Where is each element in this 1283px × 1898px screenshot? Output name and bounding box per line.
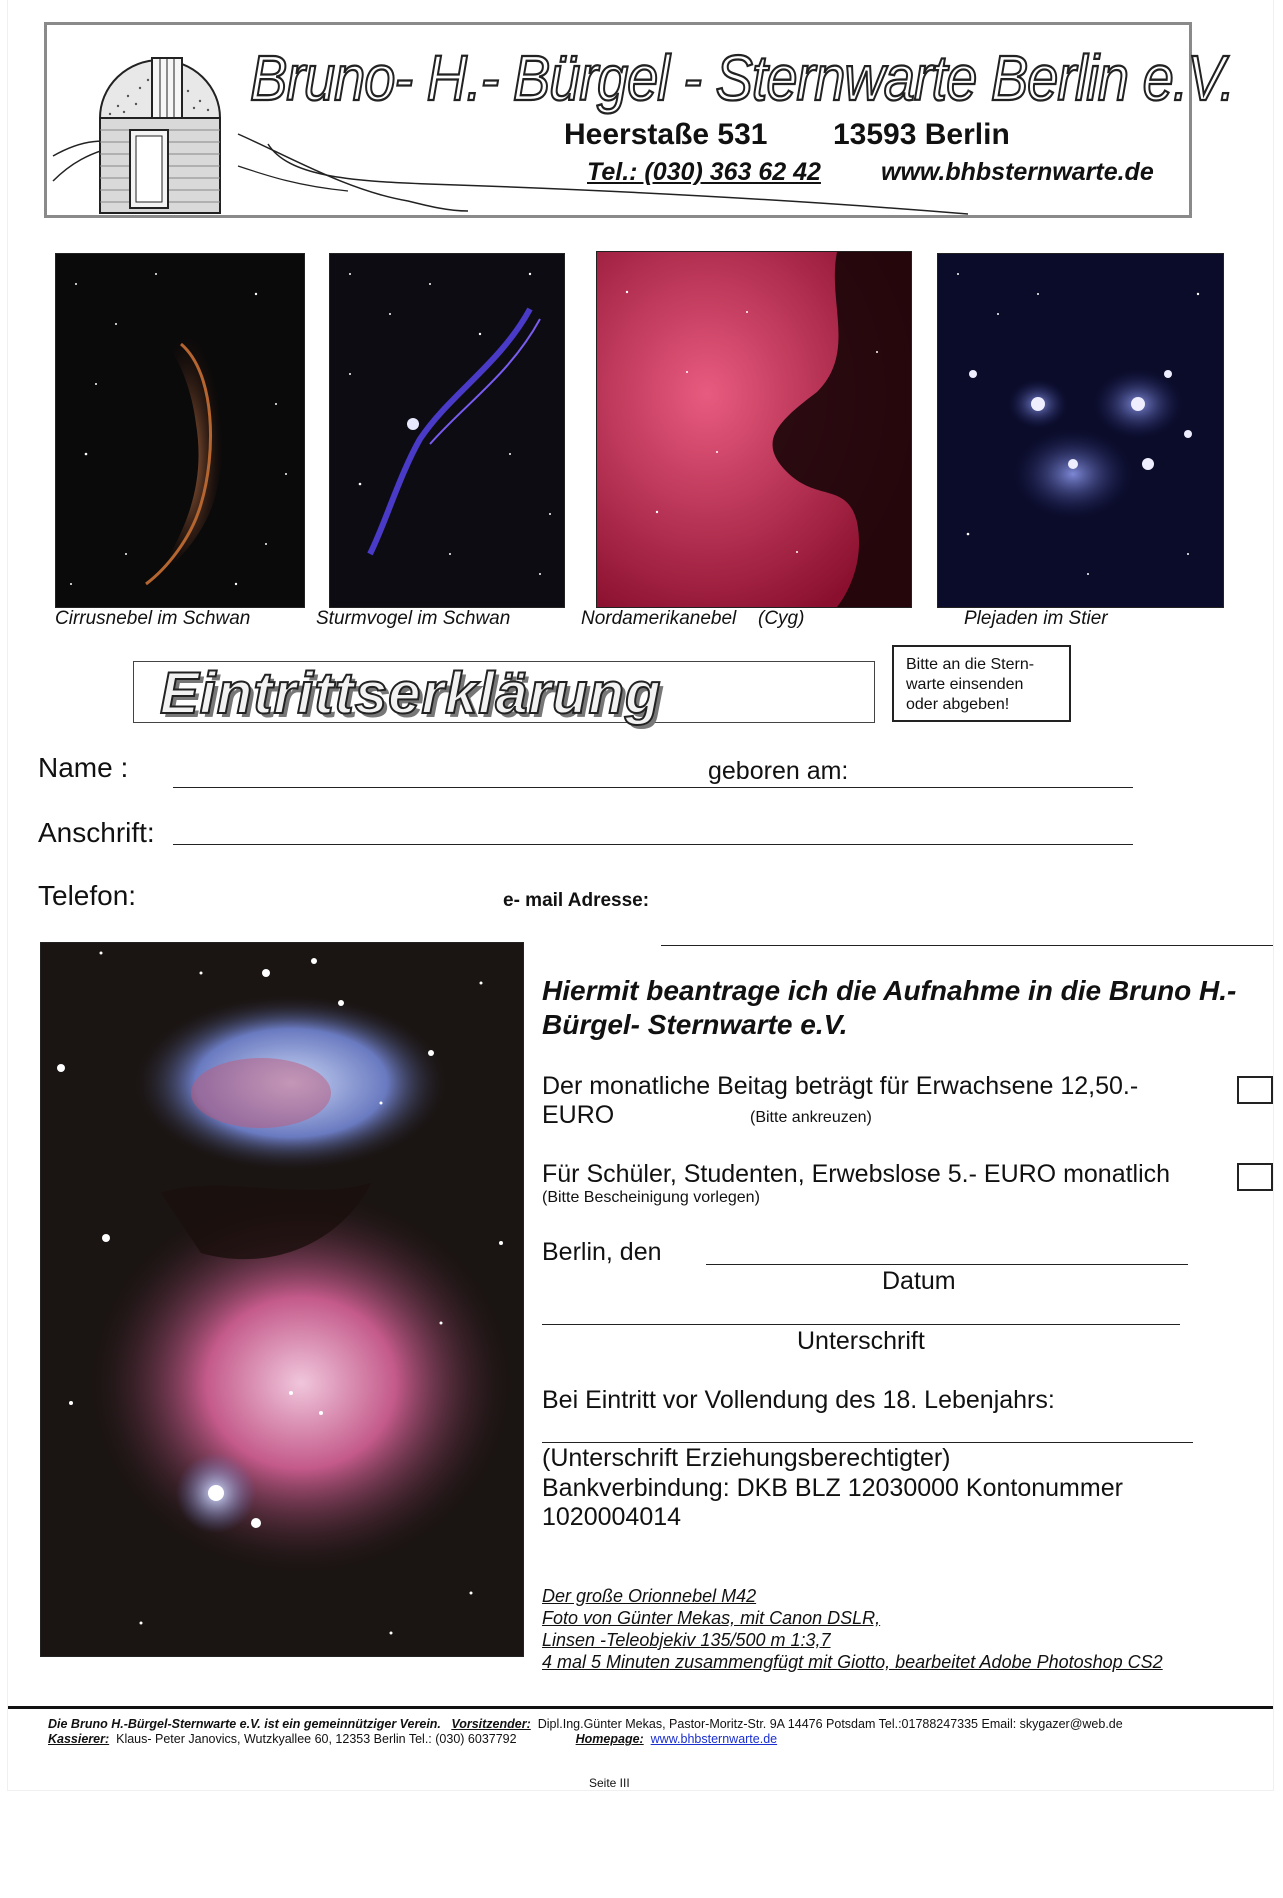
photo-credit-line-3: Linsen -Teleobjekiv 135/500 m 1:3,7 <box>542 1630 831 1650</box>
footer-homepage-label: Homepage: <box>575 1732 644 1746</box>
tick-hint: (Bitte ankreuzen) <box>750 1109 872 1126</box>
street-address: Heerstaße 531 <box>564 118 768 151</box>
guardian-label: (Unterschrift Erziehungsberechtigter) <box>542 1444 951 1472</box>
bank-line-2: 1020004014 <box>542 1503 682 1531</box>
photo-orion-nebula <box>40 942 524 1657</box>
place-label: Berlin, den <box>542 1238 662 1266</box>
application-heading-line-1: Hiermit beantrage ich die Aufnahme in die Bruno H.- <box>542 975 1237 1006</box>
signature-label: Unterschrift <box>797 1327 925 1355</box>
phone-number: Tel.: (030) 363 62 42 <box>587 158 821 186</box>
caption-north-america-extra: (Cyg) <box>758 608 805 629</box>
footer-treasurer-label: Kassierer: <box>48 1732 110 1746</box>
phone-label: Telefon: <box>38 880 137 911</box>
caption-veil: Sturmvogel im Schwan <box>316 608 511 629</box>
name-label: Name : <box>38 752 129 783</box>
caption-pleiades: Plejaden im Stier <box>964 608 1108 629</box>
born-label: geboren am: <box>708 757 849 785</box>
reduced-fee-checkbox[interactable] <box>1237 1163 1273 1191</box>
footer-chair-label: Vorsitzender: <box>451 1717 531 1731</box>
photo-credit-line-4: 4 mal 5 Minuten zusammengfügt mit Giotto, bearbeitet Adobe Photoshop CS2 <box>542 1652 1163 1672</box>
footer-association-note: Die Bruno H.-Bürgel-Sternwarte e.V. ist ein gemeinnütziger Verein. <box>48 1717 441 1731</box>
adult-fee-checkbox[interactable] <box>1237 1076 1273 1104</box>
caption-north-america: Nordamerikanebel <box>581 608 737 629</box>
guardian-signature-field[interactable] <box>542 1442 1193 1443</box>
address-field[interactable] <box>173 844 1133 845</box>
footer-homepage-link[interactable]: www.bhbsternwarte.de <box>650 1732 778 1746</box>
footer-divider <box>8 1706 1273 1709</box>
form-title: Eintrittserklärung <box>160 661 662 726</box>
photo-veil-nebula <box>329 253 565 608</box>
footer-line-2 <box>48 1732 777 1746</box>
email-label: e- mail Adresse: <box>503 890 650 911</box>
adult-fee-line-1: Der monatliche Beitag beträgt für Erwachsene 12,50.- <box>542 1072 1139 1100</box>
footer-line-1 <box>48 1717 1123 1731</box>
date-label: Datum <box>882 1267 956 1295</box>
email-field[interactable] <box>661 945 1273 946</box>
application-heading-line-2: Bürgel- Sternwarte e.V. <box>542 1009 848 1040</box>
name-field[interactable] <box>173 787 1133 788</box>
note-line-2: warte einsenden <box>906 676 1024 693</box>
photo-credit-line-2: Foto von Günter Mekas, mit Canon DSLR, <box>542 1608 881 1628</box>
address-label: Anschrift: <box>38 817 155 848</box>
photo-cirrus-nebula <box>55 253 305 608</box>
bank-line-1: Bankverbindung: DKB BLZ 12030000 Kontonummer <box>542 1474 1123 1502</box>
minor-label: Bei Eintritt vor Vollendung des 18. Lebenjahrs: <box>542 1386 1055 1414</box>
page-number: Seite III <box>589 1776 630 1790</box>
website: www.bhbsternwarte.de <box>881 158 1154 186</box>
reduced-fee-text: Für Schüler, Studenten, Erwebslose 5.- EURO monatlich <box>542 1160 1171 1188</box>
date-field[interactable] <box>706 1264 1188 1265</box>
city-address: 13593 Berlin <box>833 118 1010 151</box>
signature-field[interactable] <box>542 1324 1180 1325</box>
photo-north-america-nebula <box>596 251 912 608</box>
reduced-fee-hint: (Bitte Bescheinigung vorlegen) <box>542 1189 760 1206</box>
caption-cirrus: Cirrusnebel im Schwan <box>55 608 251 629</box>
observatory-title: Bruno- H.- Bürgel - Sternwarte Berlin e.V. <box>250 41 1235 114</box>
photo-pleiades <box>937 253 1224 608</box>
footer-chair-details: Dipl.Ing.Günter Mekas, Pastor-Moritz-Str. 9A 14476 Potsdam Tel.:01788247335 Email: skygazer@web.de <box>537 1717 1123 1731</box>
note-line-1: Bitte an die Stern- <box>906 656 1035 673</box>
footer-treasurer-details: Klaus- Peter Janovics, Wutzkyallee 60, 12353 Berlin Tel.: (030) 6037792 <box>116 1732 517 1746</box>
photo-credit-line-1: Der große Orionnebel M42 <box>542 1586 757 1606</box>
note-line-3: oder abgeben! <box>906 696 1010 713</box>
submission-note <box>892 645 1071 722</box>
adult-fee-line-2: EURO <box>542 1101 615 1129</box>
